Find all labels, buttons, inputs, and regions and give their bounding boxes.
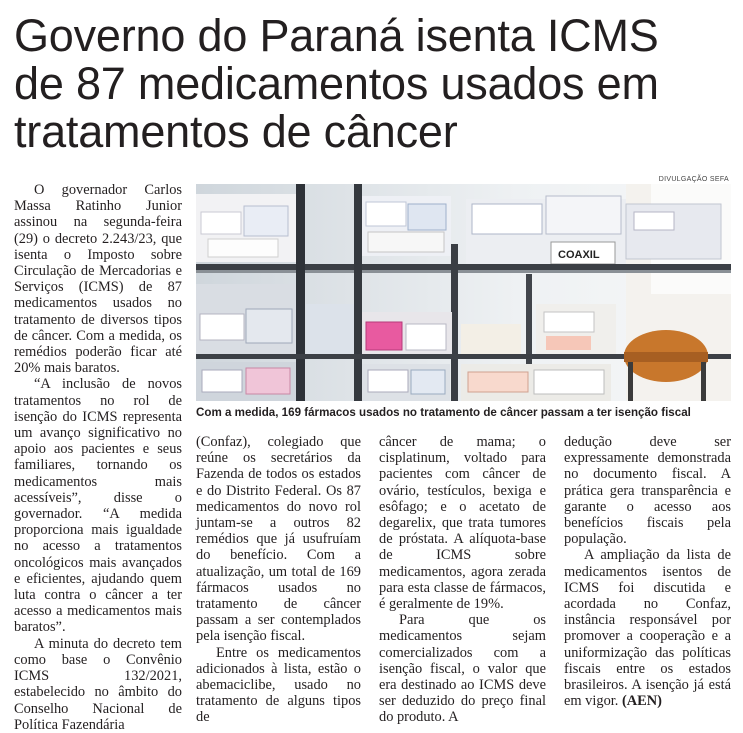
paragraph: (Confaz), colegiado que reúne os secretários da Fazenda de todos os estados e do Distrito Federal. Os 87 medicamentos do novo rol juntam-se a outros 82 remédios que já usufruíam do benefício. Com a atualização, um total de 169 fármacos usados no tratamento de câncer passam a ser contemplados pela isenção fiscal. (196, 434, 361, 645)
article-column-1 (14, 182, 182, 733)
paragraph: Para que os medicamentos sejam comercializados com a isenção fiscal, o valor que era destinado ao ICMS deve ser deduzido do preço final do produto. A (379, 612, 546, 726)
pharmacy-shelves-illustration (196, 184, 731, 401)
photo-credit: DIVULGAÇÃO SEFA (658, 176, 729, 183)
headline (14, 12, 734, 156)
headline-line: tratamentos de câncer (14, 106, 458, 157)
paragraph: Entre os medicamentos adicionados à lista, estão o abemaciclibe, usado no tratamento de alguns tipos de (196, 644, 361, 726)
article-column-3 (379, 434, 546, 726)
paragraph: câncer de mama; o cisplatinum, voltado para pacientes com câncer de ovário, testículos, bexiga e esôfago; e o acetato de degarelix, que trata tumores de próstata. A alíquota-base de ICMS sobre medicamentos, agora zerada para esta classe de fármacos, é geralmente de 19%. (379, 434, 546, 613)
article-column-2 (196, 434, 361, 726)
agency-tag: (AEN) (621, 693, 662, 710)
headline-line: de 87 medicamentos usados em (14, 58, 659, 109)
paragraph: O governador Carlos Massa Ratinho Junior assinou na segunda-feira (29) o decreto 2.243/23, que isenta o Imposto sobre Circulação de Mercadorias e Serviços (ICMS) de 87 medicamentos usados no tratamento de diversos tipos de câncer. Com a medida, os remédios poderão ficar até 20% mais baratos. (14, 182, 182, 377)
headline-line: Governo do Paraná isenta ICMS (14, 10, 659, 61)
paragraph: dedução deve ser expressamente demonstrada no documento fiscal. A prática gera transparência e garante o acesso aos benefícios fiscais pela população. (564, 434, 731, 548)
article-photo (196, 184, 731, 401)
paragraph-text: A ampliação da lista de medicamentos isentos de ICMS foi discutida e acordada no Confaz, instância responsável por promover a cooperação e a uniformização das políticas fiscais entre os estados brasileiros. A isenção já está em vigor. (564, 547, 731, 710)
photo-caption: Com a medida, 169 fármacos usados no tratamento de câncer passam a ter isenção fiscal (196, 406, 691, 419)
paragraph: “A inclusão de novos tratamentos no rol de isenção do ICMS representa um avanço significativo no apoio aos pacientes e seus familiares, tornando os medicamentos mais acessíveis”, disse o governador. “A medida proporciona mais igualdade no acesso a tratamentos oncológicos mais avançados e eficientes, ajudando quem luta contra o câncer a ter acesso a medicamentos mais baratos”. (14, 376, 182, 636)
article-column-4 (564, 434, 731, 709)
paragraph: A minuta do decreto tem como base o Convênio ICMS 132/2021, estabelecido no âmbito do Conselho Nacional de Política Fazendária (14, 635, 182, 733)
paragraph (564, 547, 731, 709)
box-label: COAXIL (558, 249, 600, 261)
